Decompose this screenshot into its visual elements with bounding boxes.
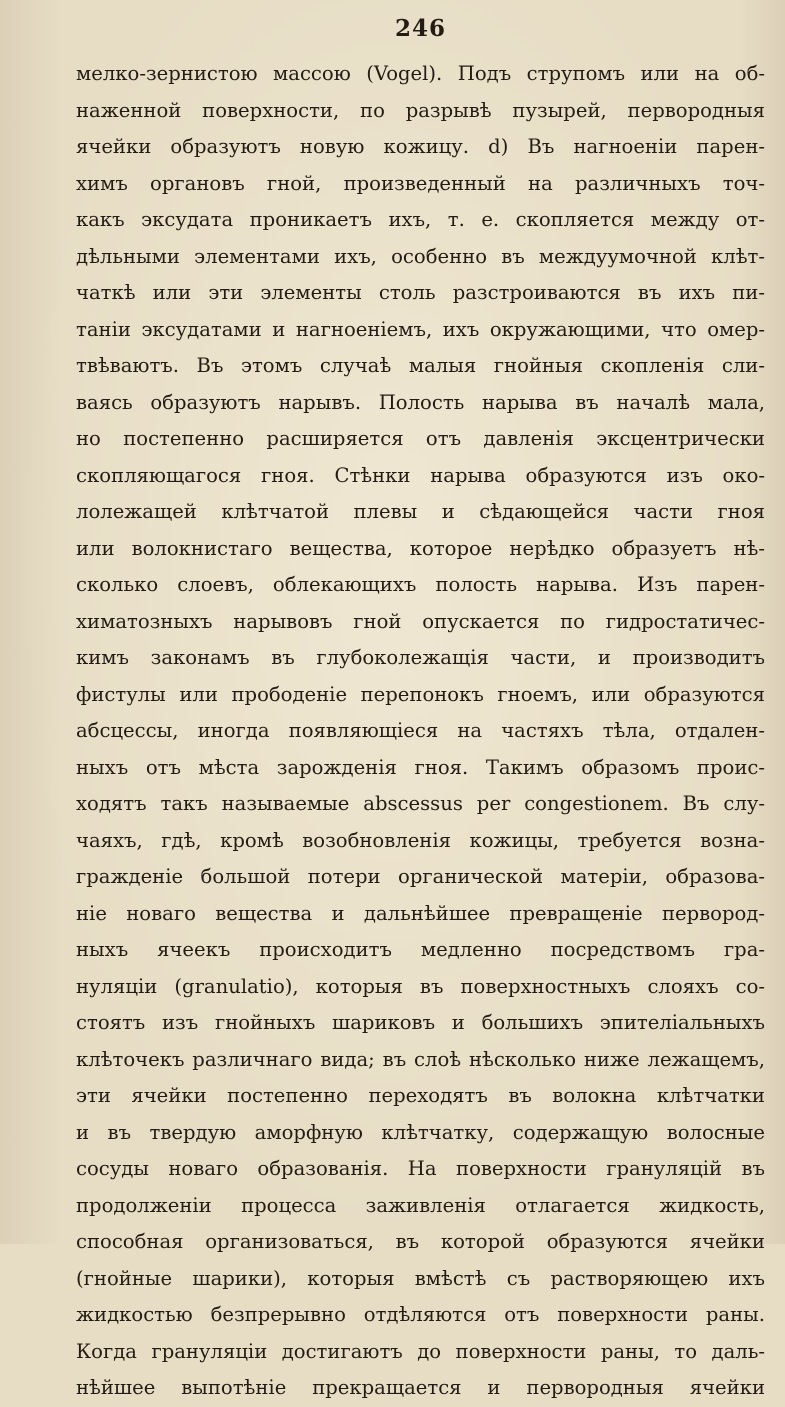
text-line: Когда грануляціи достигаютъ до поверхности раны, то даль- — [76, 1339, 765, 1363]
text-line: химатозныхъ нарывовъ гной опускается по гидростатичес- — [76, 609, 765, 633]
text-line: таніи эксудатами и нагноеніемъ, ихъ окружающими, что омер- — [76, 317, 765, 341]
text-line: чаяхъ, гдѣ, кромѣ возобновленія кожицы, требуется возна- — [76, 828, 765, 852]
text-line: (гнойные шарики), которыя вмѣстѣ съ растворяющею ихъ — [76, 1266, 765, 1290]
text-line: ніе новаго вещества и дальнѣйшее превращеніе первород- — [76, 901, 765, 925]
text-line: ячейки образуютъ новую кожицу. d) Въ нагноеніи парен- — [76, 135, 765, 158]
text-line: или волокнистаго вещества, которое нерѣдко образуетъ нѣ- — [76, 536, 765, 560]
text-line: продолженіи процесса заживленія отлагается жидкость, — [76, 1193, 765, 1217]
text-line: химъ органовъ гной, произведенный на различныхъ точ- — [76, 171, 765, 195]
text-line: клѣточекъ различнаго вида; въ слоѣ нѣсколько ниже лежащемъ, — [76, 1047, 765, 1071]
text-line: мелко-зернистою массою (Vogel). Подъ струпомъ или на об- — [76, 62, 765, 85]
text-line: стоятъ изъ гнойныхъ шариковъ и большихъ эпителіальныхъ — [76, 1011, 765, 1034]
text-line: нѣйшее выпотѣніе прекращается и первородныя ячейки — [76, 1376, 765, 1399]
text-line: ваясь образуютъ нарывъ. Полость нарыва въ началѣ мала, — [76, 390, 765, 414]
text-line: кимъ законамъ въ глубоколежащія части, и производитъ — [76, 646, 765, 669]
text-line: способная организоваться, въ которой образуются ячейки — [76, 1230, 765, 1253]
text-line: ходятъ такъ называемые abscessus per congestionem. Въ слу- — [76, 792, 765, 815]
text-line: и въ твердую аморфную клѣтчатку, содержащую волосные — [76, 1120, 765, 1144]
text-line: гражденіе большой потери органической матеріи, образова- — [76, 865, 765, 888]
page-number: 246 — [394, 15, 446, 42]
text-line: сосуды новаго образованія. На поверхности грануляцій въ — [76, 1157, 765, 1180]
text-line: фистулы или прободеніе перепонокъ гноемъ, или образуются — [76, 682, 765, 706]
text-line: жидкостью безпрерывно отдѣляются отъ поверхности раны. — [76, 1303, 765, 1326]
text-line: эти ячейки постепенно переходятъ въ волокна клѣтчатки — [76, 1084, 765, 1107]
text-line: наженной поверхности, по разрывѣ пузырей, первородныя — [76, 98, 765, 122]
text-line: ныхъ ячеекъ происходитъ медленно посредствомъ гра- — [76, 938, 765, 961]
text-line: но постепенно расширяется отъ давленія эксцентрически — [76, 427, 765, 450]
text-line: твѣваютъ. Въ этомъ случаѣ малыя гнойныя скопленія сли- — [76, 354, 765, 377]
text-line: ныхъ отъ мѣста зарожденія гноя. Такимъ образомъ проис- — [76, 755, 765, 779]
text-line: лолежащей клѣтчатой плевы и сѣдающейся части гноя — [76, 500, 765, 523]
text-line: нуляціи (granulatio), которыя въ поверхностныхъ слояхъ со- — [76, 974, 765, 998]
body-text — [76, 56, 765, 1407]
text-line: какъ эксудата проникаетъ ихъ, т. е. скопляется между от- — [76, 208, 765, 231]
text-line: чаткѣ или эти элементы столь разстроиваются въ ихъ пи- — [76, 281, 765, 304]
text-line: скопляющагося гноя. Стѣнки нарыва образуются изъ око- — [76, 463, 765, 487]
text-line: сколько слоевъ, облекающихъ полость нарыва. Изъ парен- — [76, 573, 765, 596]
text-line: абсцессы, иногда появляющіеся на частяхъ тѣла, отдален- — [76, 719, 765, 742]
text-line: дѣльными элементами ихъ, особенно въ междуумочной клѣт- — [76, 244, 765, 268]
